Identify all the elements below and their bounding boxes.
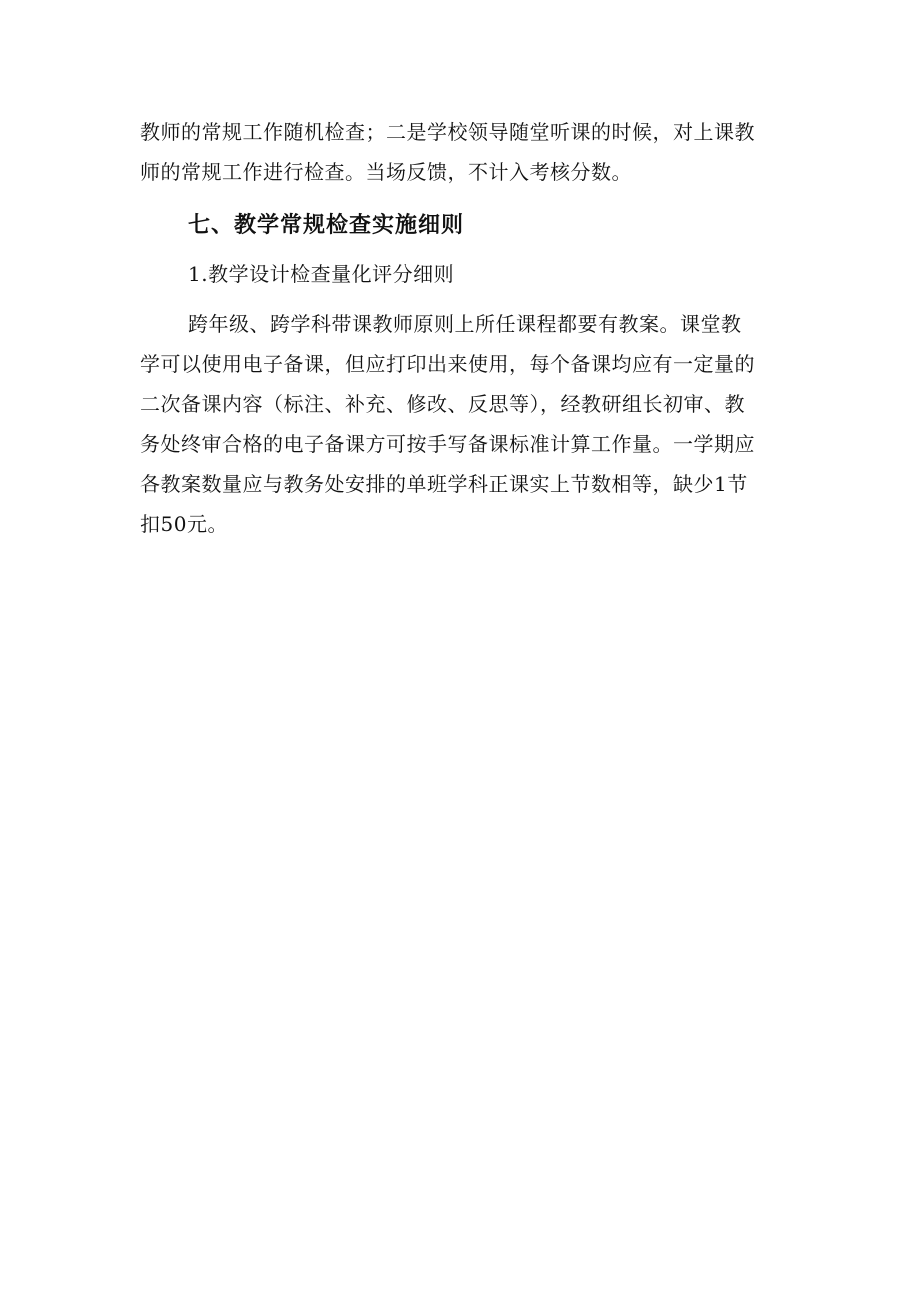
paragraph-line: 跨年级、跨学科带课教师原则上所任课程都要有教案。课堂教 [188,312,742,336]
section-heading: 七、教学常规检查实施细则 [188,213,465,238]
section-subheading: 1.教学设计检查量化评分细则 [188,262,455,286]
paragraph-line: 各教案数量应与教务处安排的单班学科正课实上节数相等，缺少1节 [140,472,748,496]
intro-paragraph [140,112,790,192]
paragraph-line: 教师的常规工作随机检查；二是学校领导随堂听课的时候，对上课教 [140,120,755,144]
paragraph-line: 扣50元。 [140,512,228,536]
paragraph-line: 务处终审合格的电子备课方可按手写备课标准计算工作量。一学期应 [140,432,755,456]
paragraph-line: 师的常规工作进行检查。当场反馈，不计入考核分数。 [140,160,632,184]
body-paragraph [140,304,790,544]
paragraph-line: 二次备课内容（标注、补充、修改、反思等），经教研组长初审、教 [140,392,745,416]
paragraph-line: 学可以使用电子备课，但应打印出来使用，每个备课均应有一定量的 [140,352,755,376]
